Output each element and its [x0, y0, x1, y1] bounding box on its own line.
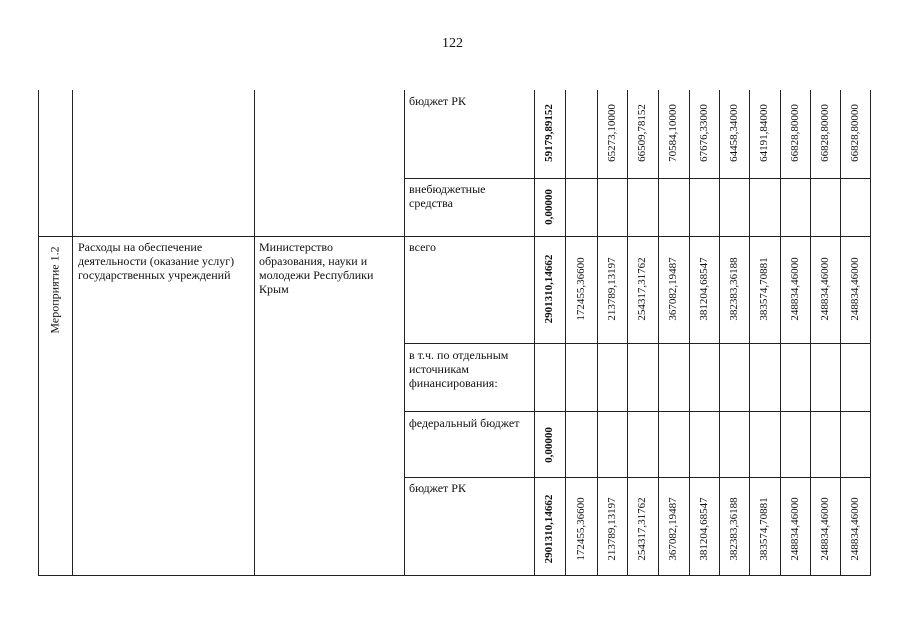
grid-line — [404, 178, 871, 179]
activity-label: Мероприятие 1.2 — [47, 246, 62, 334]
total-value: 0,00000 — [543, 189, 555, 225]
year-value: 64191,84000 — [758, 104, 770, 162]
source-label: бюджет РК — [409, 94, 466, 108]
grid-line — [870, 90, 871, 576]
grid-line — [627, 90, 628, 576]
grid-line — [840, 90, 841, 576]
grid-line — [38, 90, 39, 576]
year-value: 65273,10000 — [606, 104, 618, 162]
grid-line — [810, 90, 811, 576]
grid-line — [749, 90, 750, 576]
year-value: 248834,46000 — [789, 497, 801, 561]
year-value: 172455,36600 — [575, 257, 587, 321]
year-value: 213789,13197 — [606, 257, 618, 321]
year-value: 66509,78152 — [636, 104, 648, 162]
grid-line — [565, 90, 566, 576]
grid-line — [780, 90, 781, 576]
grid-line — [72, 90, 73, 576]
year-value: 254317,31762 — [636, 497, 648, 561]
year-value: 172455,36600 — [575, 497, 587, 561]
page-number: 122 — [442, 36, 463, 51]
year-value: 66828,80000 — [789, 104, 801, 162]
grid-line — [404, 477, 871, 478]
activity-description: Расходы на обеспечение деятельности (оказание услуг) государственных учреждений — [78, 240, 235, 282]
year-value: 367082,19487 — [667, 257, 679, 321]
year-value: 381204,68547 — [698, 257, 710, 321]
year-value: 248834,46000 — [849, 257, 861, 321]
year-value: 70584,10000 — [667, 104, 679, 162]
grid-line — [689, 90, 690, 576]
year-value: 381204,68547 — [698, 497, 710, 561]
executor: Министерство образования, науки и молодежи Республики Крым — [259, 240, 374, 296]
grid-line — [38, 236, 871, 237]
source-label: внебюджетные средства — [409, 182, 486, 210]
grid-line — [719, 90, 720, 576]
year-value: 383574,70881 — [758, 257, 770, 321]
total-value: 2901310,14662 — [543, 254, 555, 324]
grid-line — [404, 90, 405, 576]
year-value: 382383,36188 — [728, 497, 740, 561]
total-value: 0,00000 — [543, 427, 555, 463]
year-value: 66828,80000 — [819, 104, 831, 162]
grid-line — [404, 343, 871, 344]
year-value: 383574,70881 — [758, 497, 770, 561]
year-value: 248834,46000 — [819, 257, 831, 321]
grid-line — [254, 90, 255, 576]
year-value: 248834,46000 — [849, 497, 861, 561]
source-label: бюджет РК — [409, 481, 466, 495]
year-value: 367082,19487 — [667, 497, 679, 561]
grid-line — [597, 90, 598, 576]
source-label: федеральный бюджет — [409, 416, 520, 430]
year-value: 254317,31762 — [636, 257, 648, 321]
source-label: всего — [409, 240, 437, 254]
grid-line — [38, 575, 871, 576]
year-value: 382383,36188 — [728, 257, 740, 321]
grid-line — [658, 90, 659, 576]
year-value: 66828,80000 — [849, 104, 861, 162]
source-label: в т.ч. по отдельным источникам финансирования: — [409, 348, 509, 390]
grid-line — [404, 411, 871, 412]
year-value: 248834,46000 — [789, 257, 801, 321]
year-value: 67676,33000 — [698, 104, 710, 162]
grid-line — [534, 90, 535, 576]
total-value: 2901310,14662 — [543, 494, 555, 564]
year-value: 213789,13197 — [606, 497, 618, 561]
total-value: 59179,89152 — [543, 104, 555, 162]
year-value: 64458,34000 — [728, 104, 740, 162]
year-value: 248834,46000 — [819, 497, 831, 561]
